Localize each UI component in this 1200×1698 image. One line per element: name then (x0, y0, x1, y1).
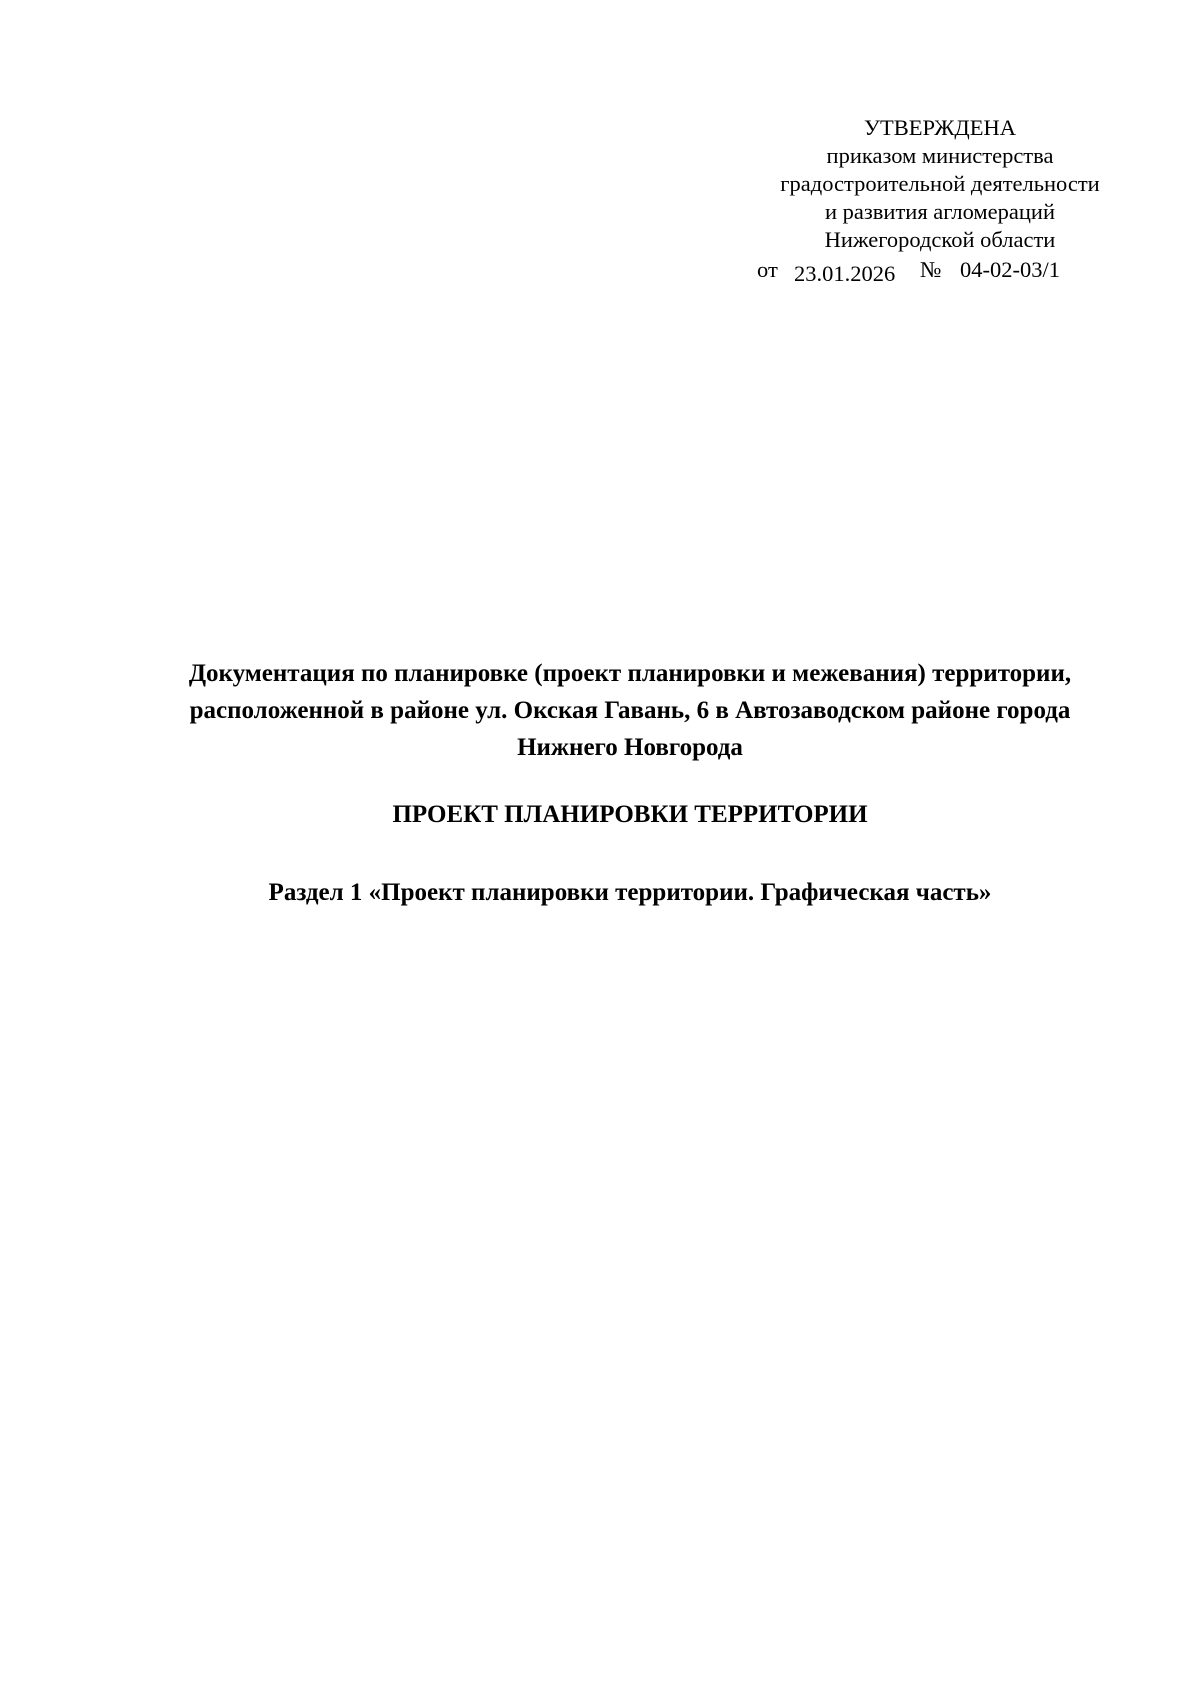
approval-line-department: градостроительной деятельности (780, 171, 1100, 196)
order-number-label: № (920, 257, 942, 282)
order-number: 04-02-03/1 (960, 257, 1060, 282)
title-line-3: Нижнего Новгорода (517, 734, 743, 761)
subsection-heading: Раздел 1 «Проект планировки территории. Графическая часть» (268, 879, 992, 906)
approval-heading: УТВЕРЖДЕНА (864, 115, 1016, 140)
approval-line-ministry: приказом министерства (826, 143, 1054, 168)
order-date: 23.01.2026 (794, 261, 896, 286)
title-line-2: расположенной в районе ул. Окская Гавань, 6 в Автозаводском районе города (189, 697, 1071, 724)
section-heading: ПРОЕКТ ПЛАНИРОВКИ ТЕРРИТОРИИ (392, 801, 868, 828)
document-title (100, 655, 1160, 766)
title-line-1: Документация по планировке (проект планировки и межевания) территории, (188, 660, 1072, 687)
approval-order-line (740, 254, 1140, 288)
approval-line-region: Нижегородской области (824, 227, 1056, 252)
order-from-label: от (757, 257, 778, 282)
approval-stamp (740, 114, 1140, 288)
approval-line-agglomerations: и развития агломераций (824, 199, 1055, 224)
